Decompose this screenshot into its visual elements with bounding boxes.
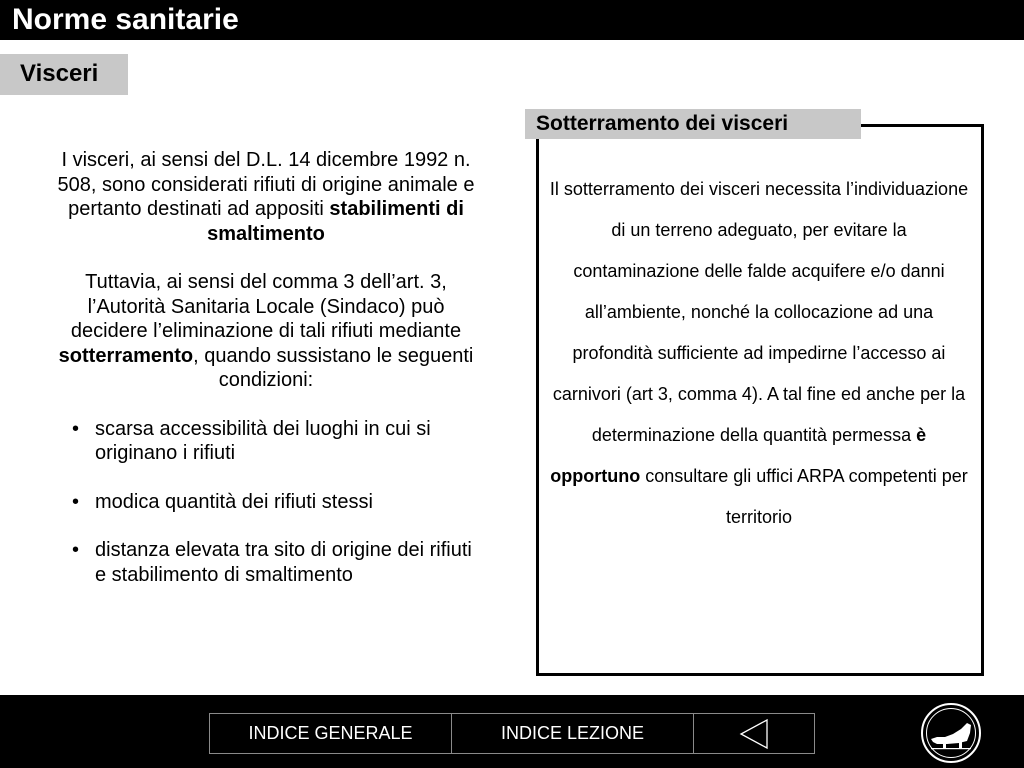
section-tag xyxy=(0,54,128,95)
paragraph-2-bold: sotterramento xyxy=(58,344,194,367)
home-button[interactable] xyxy=(921,703,981,763)
list-item-text: modica quantità dei rifiuti stessi xyxy=(95,490,373,513)
paragraph-2 xyxy=(52,270,480,393)
paragraph-2-tail: , quando sussistano le seguenti condizioni: xyxy=(193,344,474,391)
triangle-left-icon xyxy=(737,717,771,751)
left-column xyxy=(52,148,480,611)
bullet-icon: • xyxy=(72,417,80,440)
info-box-tail: consultare gli uffici ARPA competenti per territorio xyxy=(640,466,968,527)
info-box-bold: è opportuno xyxy=(550,425,927,486)
paragraph-1-text: I visceri, ai sensi del D.L. 14 dicembre 1992 n. 508, sono considerati rifiuti di origine animale e pertanto destinati ad appositi xyxy=(57,149,475,220)
info-box-text xyxy=(548,169,970,538)
home-logo-icon xyxy=(923,705,979,761)
section-label: Visceri xyxy=(20,60,99,87)
bullet-icon: • xyxy=(72,490,80,513)
bullet-icon: • xyxy=(72,539,80,561)
title-bar xyxy=(0,0,1024,40)
back-button[interactable] xyxy=(694,714,814,753)
list-item xyxy=(52,417,480,466)
list-item xyxy=(52,538,480,587)
conditions-list xyxy=(52,417,480,588)
paragraph-2-text: Tuttavia, ai sensi del comma 3 dell’art. 3, l’Autorità Sanitaria Locale (Sindaco) può decidere l’eliminazione di tali rifiuti mediante xyxy=(70,271,462,342)
info-box-header xyxy=(525,109,861,139)
info-box-title: Sotterramento dei visceri xyxy=(536,112,789,135)
footer-nav xyxy=(209,713,815,754)
list-item-text: scarsa accessibilità dei luoghi in cui si originano i rifiuti xyxy=(95,417,431,464)
page-title: Norme sanitarie xyxy=(12,3,239,36)
indice-lezione-button[interactable]: INDICE LEZIONE xyxy=(452,714,694,753)
info-box-body: Il sotterramento dei visceri necessita l’individuazione di un terreno adeguato, per evitare la contaminazione delle falde acquifere e/o danni all’ambiente, nonché la collocazione ad una profondità sufficiente ad impedirne l’accesso ai carnivori (art 3, comma 4). A tal fine ed anche per la determinazione della quantità permessa xyxy=(549,179,969,445)
list-item xyxy=(52,490,480,515)
indice-generale-button[interactable]: INDICE GENERALE xyxy=(210,714,452,753)
paragraph-1 xyxy=(52,148,480,246)
paragraph-1-bold: stabilimenti di smaltimento xyxy=(207,198,464,245)
list-item-text: distanza elevata tra sito di origine dei rifiuti e stabilimento di smaltimento xyxy=(95,539,472,586)
